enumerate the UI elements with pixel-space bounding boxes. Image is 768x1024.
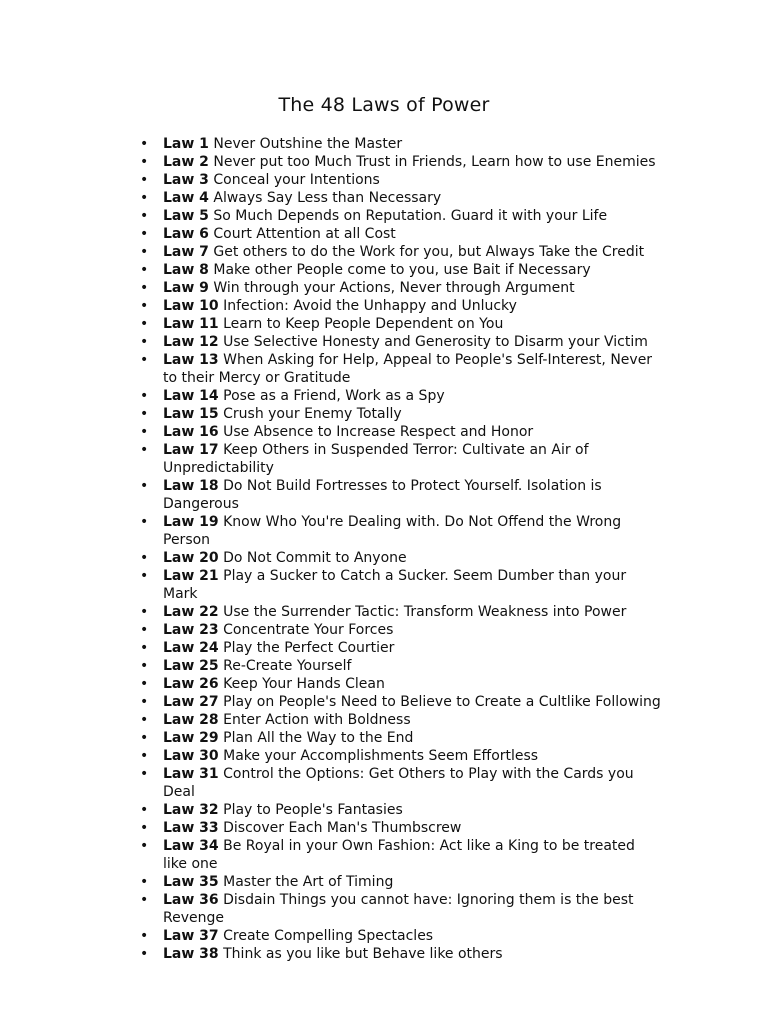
bullet-icon: • [140, 280, 149, 296]
law-text: Use Selective Honesty and Generosity to Disarm your Victim [223, 334, 648, 350]
law-item [140, 189, 663, 207]
law-number: Law 4 [163, 190, 209, 206]
law-item [140, 207, 663, 225]
law-text: Crush your Enemy Totally [223, 406, 402, 422]
law-number: Law 7 [163, 244, 209, 260]
bullet-icon: • [140, 658, 149, 674]
law-item [140, 819, 663, 837]
law-text: Keep Your Hands Clean [223, 676, 385, 692]
law-number: Law 24 [163, 640, 219, 656]
bullet-icon: • [140, 802, 149, 818]
bullet-icon: • [140, 676, 149, 692]
bullet-icon: • [140, 352, 149, 368]
document-title: The 48 Laws of Power [278, 94, 490, 116]
law-item [140, 567, 663, 603]
bullet-icon: • [140, 244, 149, 260]
bullet-icon: • [140, 694, 149, 710]
bullet-icon: • [140, 892, 149, 908]
bullet-icon: • [140, 730, 149, 746]
law-text: Plan All the Way to the End [223, 730, 414, 746]
law-number: Law 21 [163, 568, 219, 584]
bullet-icon: • [140, 208, 149, 224]
law-number: Law 9 [163, 280, 209, 296]
law-item [140, 711, 663, 729]
law-number: Law 23 [163, 622, 219, 638]
law-text: Use Absence to Increase Respect and Honor [223, 424, 534, 440]
bullet-icon: • [140, 388, 149, 404]
law-text: Conceal your Intentions [213, 172, 380, 188]
law-number: Law 35 [163, 874, 219, 890]
law-text: Create Compelling Spectacles [223, 928, 434, 944]
law-text: Use the Surrender Tactic: Transform Weakness into Power [223, 604, 627, 620]
bullet-icon: • [140, 766, 149, 782]
law-number: Law 28 [163, 712, 219, 728]
law-text: Make your Accomplishments Seem Effortless [223, 748, 539, 764]
bullet-icon: • [140, 262, 149, 278]
law-text: Master the Art of Timing [223, 874, 394, 890]
law-text: Never put too Much Trust in Friends, Learn how to use Enemies [213, 154, 656, 170]
bullet-icon: • [140, 172, 149, 188]
law-number: Law 2 [163, 154, 209, 170]
law-text: Learn to Keep People Dependent on You [223, 316, 504, 332]
law-text: Keep Others in Suspended Terror: Cultivate an Air of Unpredictability [163, 442, 589, 476]
bullet-icon: • [140, 622, 149, 638]
law-text: So Much Depends on Reputation. Guard it with your Life [213, 208, 608, 224]
bullet-icon: • [140, 568, 149, 584]
law-item [140, 621, 663, 639]
law-number: Law 8 [163, 262, 209, 278]
law-item [140, 153, 663, 171]
bullet-icon: • [140, 406, 149, 422]
bullet-icon: • [140, 478, 149, 494]
law-text: Play a Sucker to Catch a Sucker. Seem Dumber than your Mark [163, 568, 627, 602]
bullet-icon: • [140, 748, 149, 764]
law-text: Disdain Things you cannot have: Ignoring them is the best Revenge [163, 892, 634, 926]
law-number: Law 36 [163, 892, 219, 908]
law-text: Re-Create Yourself [223, 658, 352, 674]
law-text: Infection: Avoid the Unhappy and Unlucky [223, 298, 517, 314]
law-text: Do Not Commit to Anyone [223, 550, 407, 566]
law-text: Do Not Build Fortresses to Protect Yourself. Isolation is Dangerous [163, 478, 602, 512]
bullet-icon: • [140, 928, 149, 944]
law-item [140, 747, 663, 765]
law-text: Pose as a Friend, Work as a Spy [223, 388, 445, 404]
law-item [140, 171, 663, 189]
law-item [140, 243, 663, 261]
law-text: Be Royal in your Own Fashion: Act like a King to be treated like one [163, 838, 635, 872]
law-text: Never Outshine the Master [213, 136, 403, 152]
law-number: Law 38 [163, 946, 219, 962]
law-item [140, 513, 663, 549]
bullet-icon: • [140, 154, 149, 170]
law-item [140, 315, 663, 333]
law-number: Law 10 [163, 298, 219, 314]
bullet-icon: • [140, 298, 149, 314]
bullet-icon: • [140, 226, 149, 242]
law-text: Control the Options: Get Others to Play with the Cards you Deal [163, 766, 634, 800]
law-text: Know Who You're Dealing with. Do Not Offend the Wrong Person [163, 514, 622, 548]
law-number: Law 17 [163, 442, 219, 458]
law-text: Get others to do the Work for you, but Always Take the Credit [213, 244, 645, 260]
law-number: Law 30 [163, 748, 219, 764]
law-item [140, 261, 663, 279]
law-item [140, 891, 663, 927]
bullet-icon: • [140, 334, 149, 350]
law-text: Think as you like but Behave like others [223, 946, 503, 962]
law-text: Concentrate Your Forces [223, 622, 394, 638]
law-number: Law 1 [163, 136, 209, 152]
law-number: Law 16 [163, 424, 219, 440]
law-number: Law 20 [163, 550, 219, 566]
bullet-icon: • [140, 442, 149, 458]
law-item [140, 729, 663, 747]
law-text: Make other People come to you, use Bait if Necessary [213, 262, 591, 278]
law-item [140, 675, 663, 693]
law-item [140, 297, 663, 315]
bullet-icon: • [140, 874, 149, 890]
law-item [140, 657, 663, 675]
law-text: Play the Perfect Courtier [223, 640, 395, 656]
law-text: Play to People's Fantasies [223, 802, 403, 818]
law-item [140, 135, 663, 153]
law-number: Law 37 [163, 928, 219, 944]
law-item [140, 477, 663, 513]
law-text: Discover Each Man's Thumbscrew [223, 820, 462, 836]
bullet-icon: • [140, 946, 149, 962]
law-number: Law 22 [163, 604, 219, 620]
law-item [140, 423, 663, 441]
law-item [140, 801, 663, 819]
law-text: Court Attention at all Cost [213, 226, 396, 242]
law-text: Win through your Actions, Never through Argument [213, 280, 575, 296]
law-item [140, 837, 663, 873]
law-item [140, 693, 663, 711]
law-number: Law 29 [163, 730, 219, 746]
law-item [140, 639, 663, 657]
law-item [140, 873, 663, 891]
bullet-icon: • [140, 424, 149, 440]
bullet-icon: • [140, 136, 149, 152]
bullet-icon: • [140, 820, 149, 836]
law-number: Law 32 [163, 802, 219, 818]
law-number: Law 26 [163, 676, 219, 692]
law-number: Law 5 [163, 208, 209, 224]
law-number: Law 3 [163, 172, 209, 188]
law-number: Law 25 [163, 658, 219, 674]
law-item [140, 441, 663, 477]
law-item [140, 351, 663, 387]
law-text: When Asking for Help, Appeal to People's Self-Interest, Never to their Mercy or Gratitude [163, 352, 653, 386]
bullet-icon: • [140, 550, 149, 566]
law-number: Law 11 [163, 316, 219, 332]
law-text: Play on People's Need to Believe to Create a Cultlike Following [223, 694, 661, 710]
law-text: Enter Action with Boldness [223, 712, 411, 728]
bullet-icon: • [140, 514, 149, 530]
law-text: Always Say Less than Necessary [213, 190, 442, 206]
law-number: Law 12 [163, 334, 219, 350]
law-item [140, 765, 663, 801]
law-item [140, 279, 663, 297]
bullet-icon: • [140, 316, 149, 332]
law-number: Law 18 [163, 478, 219, 494]
law-number: Law 19 [163, 514, 219, 530]
law-item [140, 225, 663, 243]
law-number: Law 31 [163, 766, 219, 782]
bullet-icon: • [140, 604, 149, 620]
law-item [140, 333, 663, 351]
law-item [140, 387, 663, 405]
law-item [140, 603, 663, 621]
law-number: Law 27 [163, 694, 219, 710]
bullet-icon: • [140, 838, 149, 854]
law-list [140, 135, 663, 963]
law-number: Law 14 [163, 388, 219, 404]
law-number: Law 6 [163, 226, 209, 242]
law-item [140, 549, 663, 567]
law-item [140, 927, 663, 945]
law-number: Law 33 [163, 820, 219, 836]
law-number: Law 15 [163, 406, 219, 422]
bullet-icon: • [140, 190, 149, 206]
bullet-icon: • [140, 640, 149, 656]
law-number: Law 13 [163, 352, 219, 368]
bullet-icon: • [140, 712, 149, 728]
law-item [140, 405, 663, 423]
law-number: Law 34 [163, 838, 219, 854]
law-item [140, 945, 663, 963]
